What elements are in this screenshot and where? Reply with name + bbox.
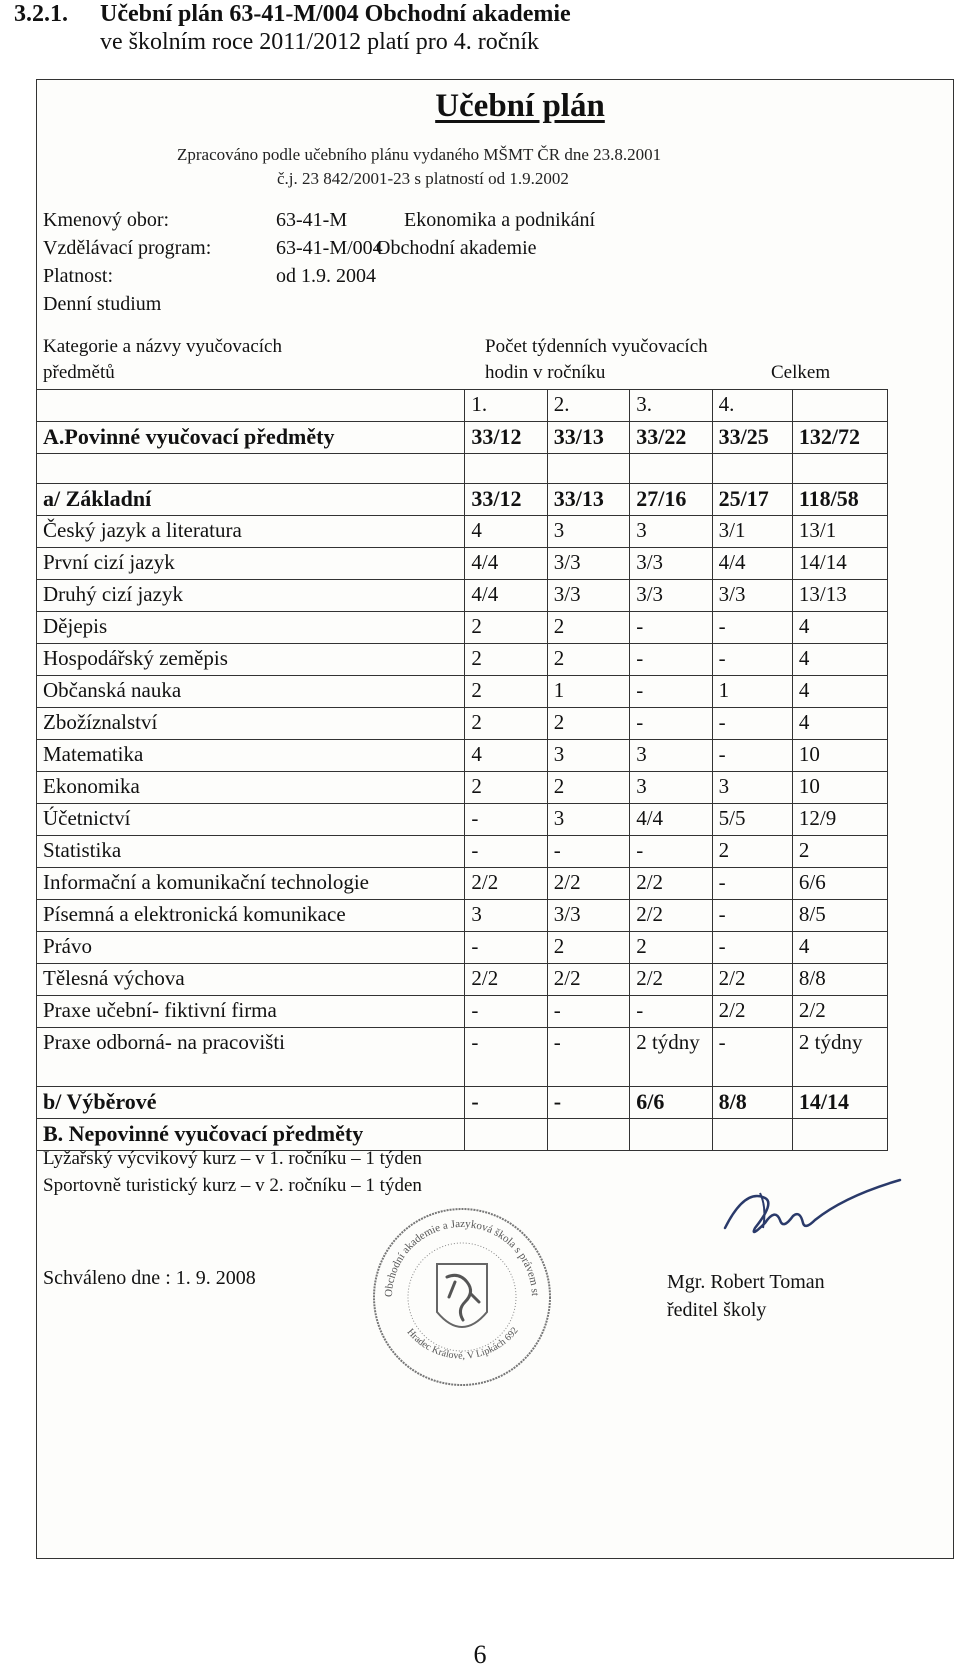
- year-1-cell: -: [465, 1028, 547, 1087]
- year-header-row: [37, 390, 888, 422]
- year-4-cell: -: [712, 740, 792, 772]
- subject-row: [37, 932, 888, 964]
- total-cell: 4: [792, 676, 887, 708]
- year-2-cell: 1: [547, 676, 629, 708]
- year-4-cell: 33/25: [712, 422, 792, 454]
- year-3-cell: -: [630, 996, 712, 1028]
- row-label: Hospodářský zeměpis: [37, 644, 465, 676]
- year-3-cell: 3/3: [630, 580, 712, 612]
- hours-label-2: hodin v ročníku: [485, 362, 606, 383]
- row-label: Matematika: [37, 740, 465, 772]
- total-cell: 10: [792, 740, 887, 772]
- year-2-cell: -: [547, 836, 629, 868]
- section-subtitle: ve školním roce 2011/2012 platí pro 4. ročník: [100, 29, 540, 55]
- total-cell: 4: [792, 708, 887, 740]
- year-3-cell: 2 týdny: [630, 1028, 712, 1087]
- year-3-cell: -: [630, 708, 712, 740]
- row-label: Občanská nauka: [37, 676, 465, 708]
- year-2-cell: 2: [547, 708, 629, 740]
- total-cell: 4: [792, 932, 887, 964]
- page-number: 6: [473, 1640, 487, 1669]
- year-1-cell: 2/2: [465, 868, 547, 900]
- year-3-cell: 3.: [630, 390, 712, 422]
- year-3-cell: [630, 454, 712, 484]
- year-3-cell: 2: [630, 932, 712, 964]
- year-1-cell: [465, 1119, 547, 1151]
- section-title: Učební plán 63-41-M/004 Obchodní akademie: [100, 1, 571, 27]
- year-1-cell: 4/4: [465, 548, 547, 580]
- year-1-cell: -: [465, 1087, 547, 1119]
- year-4-cell: 2: [712, 836, 792, 868]
- total-cell: 8/8: [792, 964, 887, 996]
- year-4-cell: 1: [712, 676, 792, 708]
- total-label: Celkem: [771, 362, 831, 383]
- year-4-cell: 8/8: [712, 1087, 792, 1119]
- signer-role: ředitel školy: [667, 1299, 767, 1321]
- basis-text: [177, 143, 797, 191]
- total-cell: 14/14: [792, 1087, 887, 1119]
- school-stamp: [367, 1202, 557, 1397]
- year-4-cell: 3/1: [712, 516, 792, 548]
- row-label: A.Povinné vyučovací předměty: [37, 422, 465, 454]
- basis-line-2: č.j. 23 842/2001-23 s platností od 1.9.2002: [277, 169, 569, 188]
- row-label: b/ Výběrové: [37, 1087, 465, 1119]
- total-cell: 14/14: [792, 548, 887, 580]
- year-2-cell: 2: [547, 772, 629, 804]
- row-label: Druhý cizí jazyk: [37, 580, 465, 612]
- year-4-cell: 4.: [712, 390, 792, 422]
- subject-row: [37, 996, 888, 1028]
- year-4-cell: -: [712, 644, 792, 676]
- year-4-cell: 5/5: [712, 804, 792, 836]
- director-signature: [705, 1168, 905, 1263]
- year-2-cell: 2.: [547, 390, 629, 422]
- year-1-cell: 33/12: [465, 484, 547, 516]
- year-4-cell: -: [712, 900, 792, 932]
- year-1-cell: 4: [465, 740, 547, 772]
- svg-text:Hradec Králové, V Lipkách 692: [405, 1325, 521, 1361]
- year-2-cell: 33/13: [547, 422, 629, 454]
- year-2-cell: 3: [547, 740, 629, 772]
- year-3-cell: 27/16: [630, 484, 712, 516]
- year-4-cell: -: [712, 1028, 792, 1087]
- row-label: Účetnictví: [37, 804, 465, 836]
- group-basic-row: [37, 484, 888, 516]
- year-1-cell: -: [465, 804, 547, 836]
- meta-name: Ekonomika a podnikání: [404, 209, 596, 231]
- meta-label: Vzdělávací program:: [43, 237, 212, 259]
- note-ski-course: Lyžařský výcvikový kurz – v 1. ročníku – 1 týden: [43, 1148, 422, 1169]
- year-1-cell: 4/4: [465, 580, 547, 612]
- year-3-cell: 3: [630, 772, 712, 804]
- year-4-cell: -: [712, 612, 792, 644]
- subject-row: [37, 644, 888, 676]
- subject-row: [37, 612, 888, 644]
- row-label: [37, 454, 465, 484]
- year-1-cell: 2/2: [465, 964, 547, 996]
- total-cell: [792, 454, 887, 484]
- year-1-cell: 2: [465, 612, 547, 644]
- section-number: 3.2.1.: [14, 1, 68, 27]
- year-3-cell: 3: [630, 516, 712, 548]
- hours-label: Počet týdenních vyučovacích: [485, 336, 708, 357]
- total-cell: 2: [792, 836, 887, 868]
- year-4-cell: 25/17: [712, 484, 792, 516]
- year-2-cell: -: [547, 996, 629, 1028]
- total-cell: 13/1: [792, 516, 887, 548]
- year-2-cell: 2: [547, 612, 629, 644]
- row-label: Zbožíznalství: [37, 708, 465, 740]
- row-label: První cizí jazyk: [37, 548, 465, 580]
- subject-row: [37, 580, 888, 612]
- year-2-cell: 2: [547, 644, 629, 676]
- year-1-cell: -: [465, 836, 547, 868]
- total-cell: 4: [792, 612, 887, 644]
- year-1-cell: [465, 454, 547, 484]
- row-label: B. Nepovinné vyučovací předměty: [37, 1119, 465, 1151]
- group-elective-row: [37, 1087, 888, 1119]
- year-3-cell: 2/2: [630, 964, 712, 996]
- year-2-cell: [547, 454, 629, 484]
- year-1-cell: 2: [465, 708, 547, 740]
- subject-row: [37, 836, 888, 868]
- subject-row: [37, 676, 888, 708]
- total-cell: 6/6: [792, 868, 887, 900]
- subject-row: [37, 516, 888, 548]
- total-cell: 2 týdny: [792, 1028, 887, 1087]
- category-label: Kategorie a názvy vyučovacích: [43, 336, 282, 357]
- subject-row: [37, 804, 888, 836]
- total-cell: 10: [792, 772, 887, 804]
- total-cell: [792, 1119, 887, 1151]
- approval-date: Schváleno dne : 1. 9. 2008: [43, 1267, 256, 1289]
- year-3-cell: -: [630, 644, 712, 676]
- year-4-cell: 3/3: [712, 580, 792, 612]
- meta-code: od 1.9. 2004: [276, 265, 376, 287]
- year-4-cell: 4/4: [712, 548, 792, 580]
- year-1-cell: 2: [465, 772, 547, 804]
- year-4-cell: 3: [712, 772, 792, 804]
- year-2-cell: 3/3: [547, 900, 629, 932]
- row-label: Písemná a elektronická komunikace: [37, 900, 465, 932]
- subject-row: [37, 548, 888, 580]
- total-cell: 4: [792, 644, 887, 676]
- total-cell: 8/5: [792, 900, 887, 932]
- year-3-cell: 2/2: [630, 868, 712, 900]
- total-cell: 118/58: [792, 484, 887, 516]
- category-label-2: předmětů: [43, 362, 115, 383]
- year-4-cell: -: [712, 708, 792, 740]
- course-notes: [43, 1145, 422, 1199]
- row-label: Český jazyk a literatura: [37, 516, 465, 548]
- year-4-cell: [712, 1119, 792, 1151]
- stamp-text-bottom: Hradec Králové, V Lipkách 692: [404, 1325, 521, 1362]
- basis-line-1: Zpracováno podle učebního plánu vydaného MŠMT ČR dne 23.8.2001: [177, 145, 662, 164]
- subject-row: [37, 964, 888, 996]
- year-2-cell: [547, 1119, 629, 1151]
- year-1-cell: 4: [465, 516, 547, 548]
- total-cell: 13/13: [792, 580, 887, 612]
- spacer-row: [37, 454, 888, 484]
- year-3-cell: [630, 1119, 712, 1151]
- year-1-cell: -: [465, 996, 547, 1028]
- signer-block: [667, 1268, 825, 1324]
- year-2-cell: 2/2: [547, 964, 629, 996]
- subject-row: [37, 868, 888, 900]
- year-2-cell: 3: [547, 804, 629, 836]
- meta-label: Platnost:: [43, 265, 114, 287]
- year-3-cell: -: [630, 676, 712, 708]
- year-1-cell: -: [465, 932, 547, 964]
- total-cell: 2/2: [792, 996, 887, 1028]
- year-2-cell: -: [547, 1087, 629, 1119]
- curriculum-table: [37, 389, 888, 1151]
- year-1-cell: 2: [465, 644, 547, 676]
- year-4-cell: [712, 454, 792, 484]
- row-label: Právo: [37, 932, 465, 964]
- meta-label: Denní studium: [43, 293, 162, 315]
- year-1-cell: 33/12: [465, 422, 547, 454]
- meta-label: Kmenový obor:: [43, 209, 170, 231]
- year-4-cell: 2/2: [712, 964, 792, 996]
- row-label: Informační a komunikační technologie: [37, 868, 465, 900]
- year-4-cell: -: [712, 932, 792, 964]
- year-1-cell: 3: [465, 900, 547, 932]
- year-2-cell: 2/2: [547, 868, 629, 900]
- meta-code: 63-41-M: [276, 209, 348, 231]
- year-3-cell: 6/6: [630, 1087, 712, 1119]
- row-label: Praxe učební- fiktivní firma: [37, 996, 465, 1028]
- total-cell: 12/9: [792, 804, 887, 836]
- subject-row: [37, 1028, 888, 1087]
- meta-code: 63-41-M/004: [276, 237, 383, 259]
- row-label: [37, 390, 465, 422]
- row-label: a/ Základní: [37, 484, 465, 516]
- year-3-cell: 2/2: [630, 900, 712, 932]
- row-label: Tělesná výchova: [37, 964, 465, 996]
- year-1-cell: 2: [465, 676, 547, 708]
- year-2-cell: -: [547, 1028, 629, 1087]
- row-label: Dějepis: [37, 612, 465, 644]
- subject-row: [37, 740, 888, 772]
- year-4-cell: -: [712, 868, 792, 900]
- subject-row: [37, 900, 888, 932]
- stamp-text-top: Obchodní akademie a Jazyková škola s právem st: [382, 1217, 542, 1298]
- year-2-cell: 3/3: [547, 580, 629, 612]
- year-3-cell: 4/4: [630, 804, 712, 836]
- row-label: Praxe odborná- na pracovišti: [37, 1028, 465, 1087]
- year-2-cell: 3/3: [547, 548, 629, 580]
- signer-name: Mgr. Robert Toman: [667, 1271, 825, 1293]
- year-4-cell: 2/2: [712, 996, 792, 1028]
- note-sport-course: Sportovně turistický kurz – v 2. ročníku – 1 týden: [43, 1175, 422, 1196]
- year-1-cell: 1.: [465, 390, 547, 422]
- total-cell: [792, 390, 887, 422]
- subject-row: [37, 708, 888, 740]
- year-3-cell: -: [630, 612, 712, 644]
- section-a-row: [37, 422, 888, 454]
- year-3-cell: 33/22: [630, 422, 712, 454]
- meta-name: Obchodní akademie: [376, 237, 537, 259]
- row-label: Ekonomika: [37, 772, 465, 804]
- total-cell: 132/72: [792, 422, 887, 454]
- row-label: Statistika: [37, 836, 465, 868]
- year-2-cell: 33/13: [547, 484, 629, 516]
- year-3-cell: -: [630, 836, 712, 868]
- section-heading: [14, 0, 944, 56]
- year-3-cell: 3/3: [630, 548, 712, 580]
- scanned-curriculum: [36, 79, 954, 1559]
- subject-row: [37, 772, 888, 804]
- document-title: Učební plán: [435, 88, 605, 124]
- year-3-cell: 3: [630, 740, 712, 772]
- year-2-cell: 3: [547, 516, 629, 548]
- year-2-cell: 2: [547, 932, 629, 964]
